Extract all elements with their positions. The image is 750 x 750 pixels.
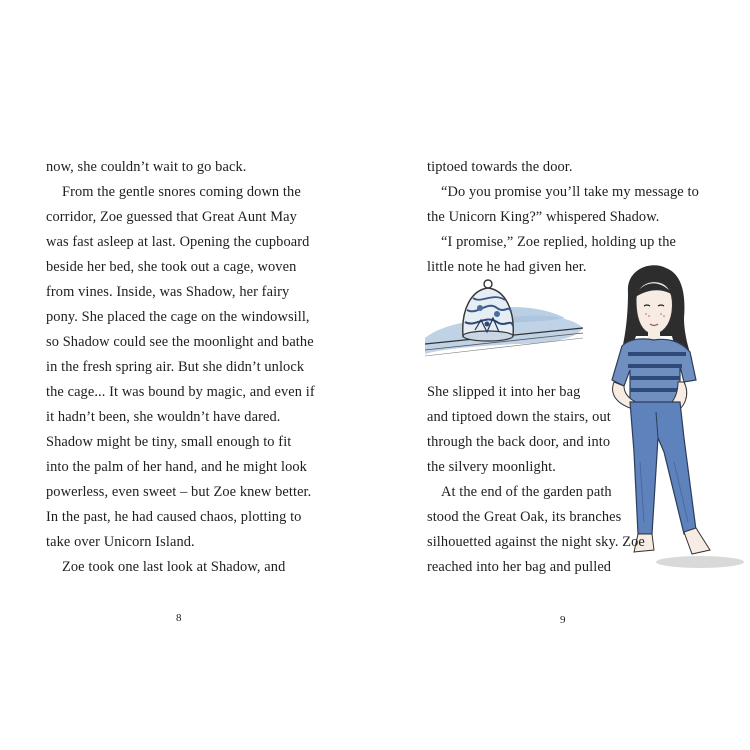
text-line: powerless, even sweet – but Zoe knew better. (46, 484, 312, 500)
text-line: corridor, Zoe guessed that Great Aunt May (46, 209, 297, 225)
text-line: “Do you promise you’ll take my message to (441, 184, 699, 200)
text-line: and tiptoed down the stairs, out (427, 409, 611, 425)
text-line: tiptoed towards the door. (427, 159, 573, 175)
text-line: From the gentle snores coming down the (62, 184, 301, 200)
text-line: take over Unicorn Island. (46, 534, 195, 550)
text-line: stood the Great Oak, its branches (427, 509, 622, 525)
cage-on-windowsill-illustration (425, 270, 585, 370)
text-line: Shadow might be tiny, small enough to fit (46, 434, 292, 450)
text-line: Zoe took one last look at Shadow, and (62, 559, 286, 575)
text-line: the Unicorn King?” whispered Shadow. (427, 209, 660, 225)
text-line: it hadn’t been, she wouldn’t have dared. (46, 409, 281, 425)
page-number: 8 (176, 612, 182, 624)
girl-holding-note-illustration (600, 262, 745, 572)
text-line: into the palm of her hand, and he might look (46, 459, 307, 475)
page-number: 9 (560, 614, 566, 626)
text-line: now, she couldn’t wait to go back. (46, 159, 247, 175)
text-line: beside her bed, she took out a cage, woven (46, 259, 297, 275)
text-line: was fast asleep at last. Opening the cupboard (46, 234, 310, 250)
text-line: in the fresh spring air. But she didn’t unlock (46, 359, 305, 375)
text-line: At the end of the garden path (441, 484, 612, 500)
right-page (375, 0, 750, 750)
text-line: through the back door, and into (427, 434, 611, 450)
text-line: so Shadow could see the moonlight and bathe (46, 334, 314, 350)
text-line: the cage... It was bound by magic, and even if (46, 384, 315, 400)
text-line: “I promise,” Zoe replied, holding up the (441, 234, 676, 250)
text-line: the silvery moonlight. (427, 459, 556, 475)
text-line: from vines. Inside, was Shadow, her fairy (46, 284, 290, 300)
text-line: silhouetted against the night sky. Zoe (427, 534, 645, 550)
text-line: little note he had given her. (427, 259, 587, 275)
text-line: pony. She placed the cage on the windowsill, (46, 309, 310, 325)
text-line: She slipped it into her bag (427, 384, 581, 400)
text-line: In the past, he had caused chaos, plotting to (46, 509, 302, 525)
text-line: reached into her bag and pulled (427, 559, 612, 575)
